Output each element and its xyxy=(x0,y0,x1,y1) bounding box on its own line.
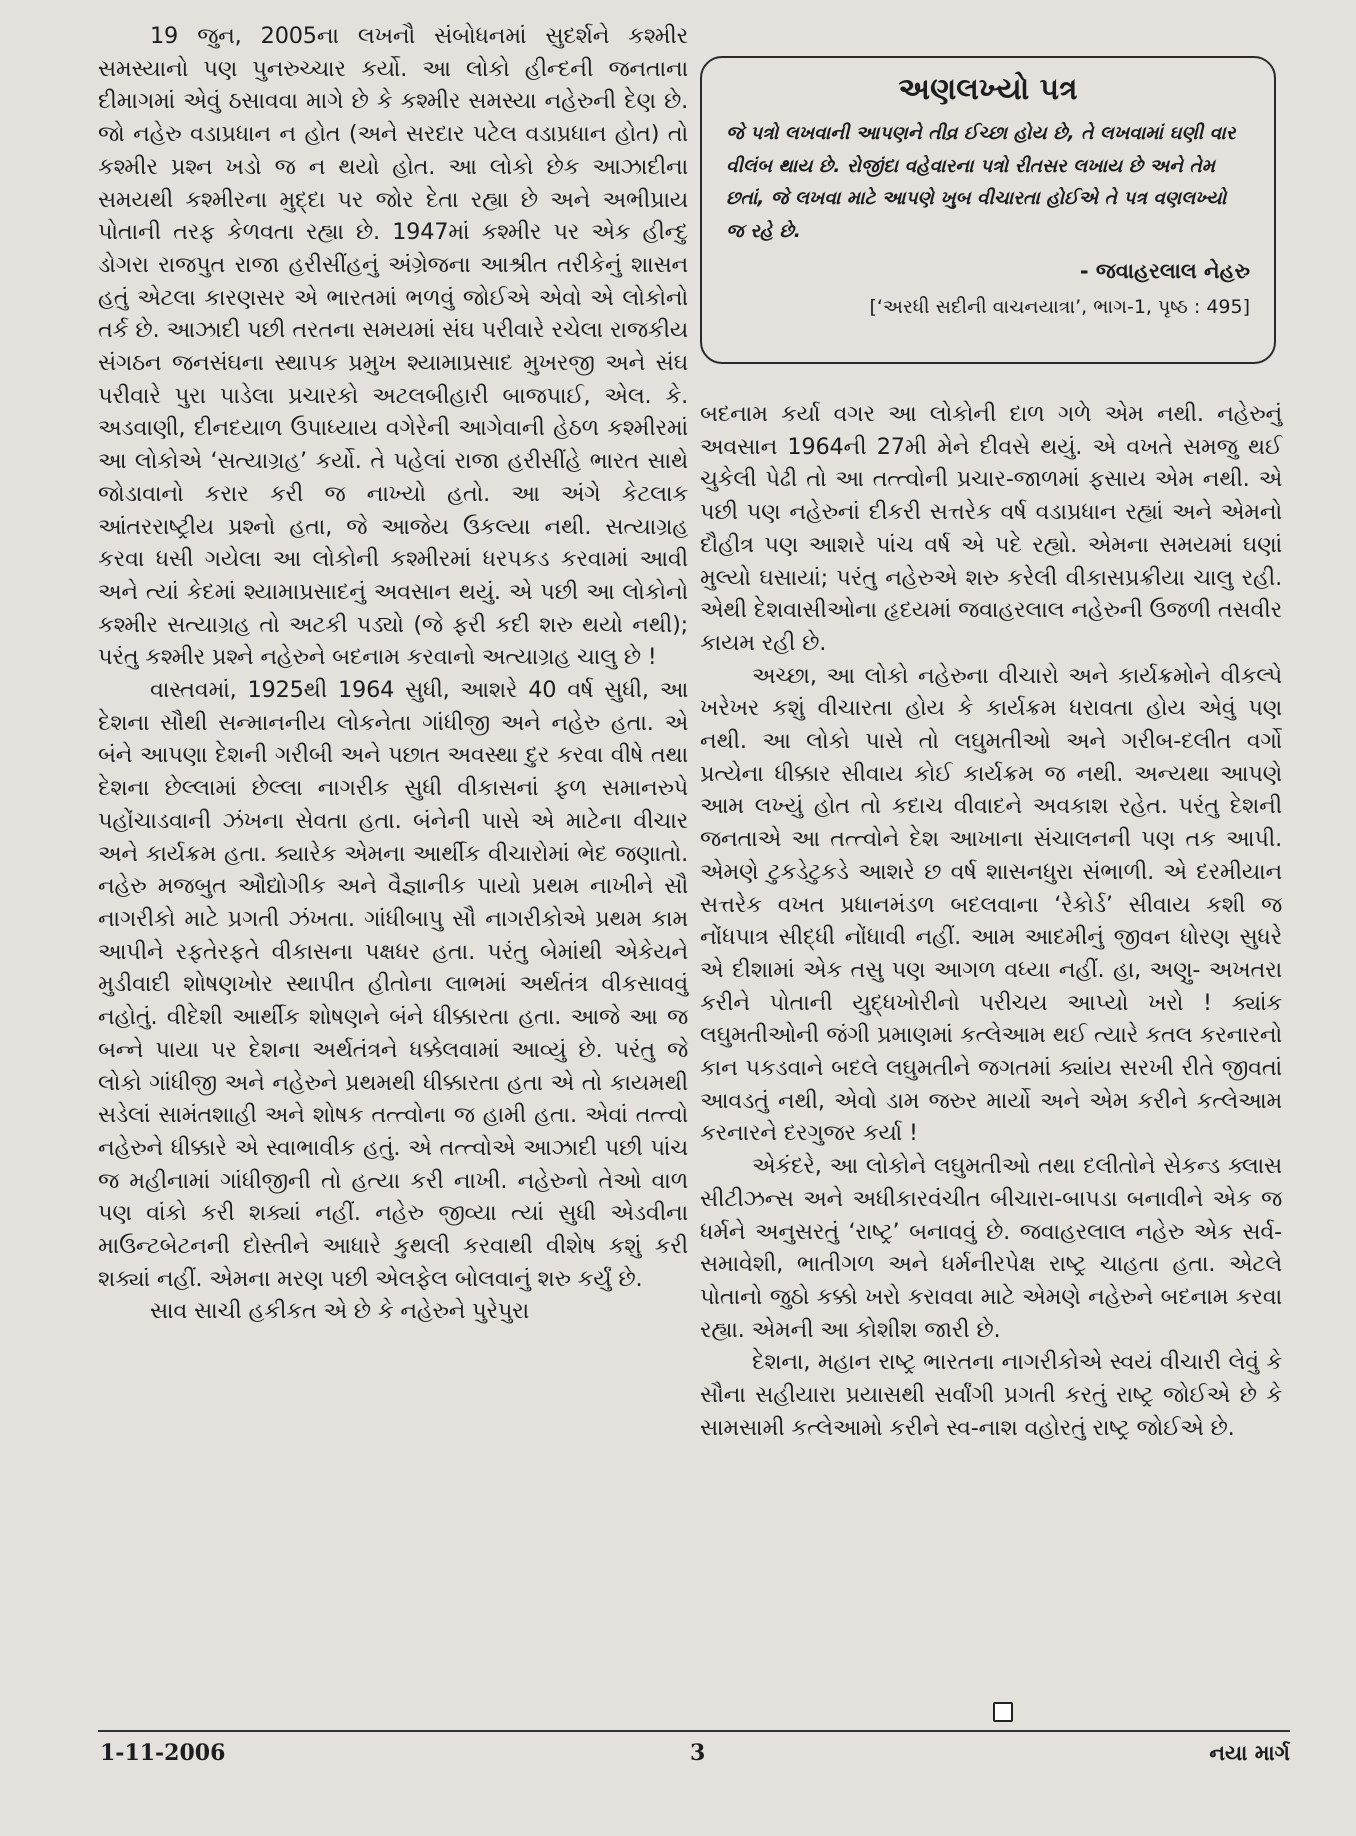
quote-author: - જવાહરલાલ નેહરુ xyxy=(1079,259,1250,283)
footer-date: 1-11-2006 xyxy=(100,1740,226,1766)
quote-box-title: અણલખ્યો પત્ર xyxy=(898,72,1078,107)
left-paragraph-1: 19 જુન, 2005ના લખનૌ સંબોધનમાં સુદર્શને કશ્મીર સમસ્યાનો પણ પુનરુચ્ચાર કર્યો. આ લોકો હીન્દની જનતાના દીમાગમાં એવું ઠસાવવા માગે છે કે કશ્મીર સમસ્યા નહેરુની દેણ છે. જો નહેરુ વડાપ્રધાન ન હોત (અને સરદાર પટેલ વડાપ્રધાન હોત) તો કશ્મીર પ્રશ્ન ખડો જ ન થયો હોત. આ લોકો છેક આઝાદીના સમયથી કશ્મીરના મુદ્દા પર જોર દેતા રહ્યા છે અને અભીપ્રાય પોતાની તરફ કેળવતા રહ્યા છે. 1947માં કશ્મીર પર એક હીન્દુ ડોગરા રાજપુત રાજા હરીસીંહનું અંગ્રેજના આશ્રીત તરીકેનું શાસન હતું એટલા કારણસર એ ભારતમાં ભળવું જોઈએ એવો એ લોકોનો તર્ક છે. આઝાદી પછી તરતના સમયમાં સંઘ પરીવારે રચેલા રાજકીય સંગઠન જનસંઘના સ્થાપક પ્રમુખ શ્યામાપ્રસાદ મુખરજી અને સંઘ પરીવારે પુરા પાડેલા પ્રચારકો અટલબીહારી બાજપાઈ, એલ. કે. અડવાણી, દીનદયાળ ઉપાધ્યાય વગેરેની આગેવાની હેઠળ કશ્મીરમાં આ લોકોએ ‘સત્યાગ્રહ’ કર્યો. તે પહેલાં રાજા હરીસીંહે ભારત સાથે જોડાવાનો કરાર કરી જ નાખ્યો હતો. આ અંગે કેટલાક આંતરરાષ્ટ્રીય પ્રશ્નો હતા, જે આજેય ઉકલ્યા નથી. સત્યાગ્રહ કરવા ધસી ગયેલા આ લોકોની કશ્મીરમાં ધરપકડ કરવામાં આવી અને ત્યાં કેદમાં શ્યામાપ્રસાદનું અવસાન થયું. એ પછી આ લોકોનો કશ્મીર સત્યાગ્રહ તો અટકી પડ્યો (જે ફરી કદી શરુ થયો નથી); પરંતુ કશ્મીર પ્રશ્ને નહેરુને બદનામ કરવાનો અત્યાગ્રહ ચાલુ છે ! xyxy=(98,23,688,671)
left-column xyxy=(98,20,688,1328)
left-paragraph-3: સાવ સાચી હકીકત એ છે કે નહેરુને પુરેપુરા xyxy=(150,1298,530,1325)
right-paragraph-4: દેશના, મહાન રાષ્ટ્ર ભારતના નાગરીકોએ સ્વયં વીચારી લેવું કે સૌના સહીયારા પ્રયાસથી સર્વાંગી પ્રગતી કરતું રાષ્ટ્ર જોઈએ છે કે સામસામી કત્લેઆમો કરીને સ્વ-નાશ વહોરતું રાષ્ટ્ર જોઈએ છે. xyxy=(700,1349,1282,1441)
right-column xyxy=(700,398,1282,1445)
page-number: 3 xyxy=(690,1740,706,1766)
quote-text: જે પત્રો લખવાની આપણને તીવ્ર ઈચ્છા હોય છે, તે લખવામાં ઘણી વાર વીલંબ થાય છે. રોજીંદા વહેવારના પત્રો રીતસર લખાય છે અને તેમ છતાં, જે લખવા માટે આપણે ખુબ વીચારતા હોઈએ તે પત્ર વણલખ્યો જ રહે છે. xyxy=(726,123,1236,242)
magazine-name: નયા માર્ગ xyxy=(1209,1741,1290,1765)
quote-box xyxy=(700,56,1276,364)
right-paragraph-3: એકંદરે, આ લોકોને લઘુમતીઓ તથા દલીતોને સેકન્ડ ક્લાસ સીટીઝન્સ અને અધીકારવંચીત બીચારા-બાપડા બનાવીને એક જ ધર્મને અનુસરતું ‘રાષ્ટ્ર’ બનાવવું છે. જવાહરલાલ નહેરુ એક સર્વ-સમાવેશી, ભાતીગળ અને ધર્મનીરપેક્ષ રાષ્ટ્ર ચાહતા હતા. એટલે પોતાનો જુઠો કક્કો ખરો કરાવવા માટે એમણે નહેરુને બદનામ કરવા રહ્યા. એમની આ કોશીશ જારી છે. xyxy=(700,1153,1282,1343)
right-paragraph-1: બદનામ કર્યા વગર આ લોકોની દાળ ગળે એમ નથી. નહેરુનું અવસાન 1964ની 27મી મેને દીવસે થયું. એ વખતે સમજુ થઈ ચુકેલી પેઢી તો આ તત્ત્વોની પ્રચાર-જાળમાં ફસાય એમ નથી. એ પછી પણ નહેરુનાં દીકરી સત્તરેક વર્ષ વડાપ્રધાન રહ્યાં અને એમનો દૌહીત્ર પણ આશરે પાંચ વર્ષ એ પદે રહ્યો. એમના સમયમાં ઘણાં મુલ્યો ઘસાયાં; પરંતુ નહેરુએ શરુ કરેલી વીકાસપ્રક્રીયા ચાલુ રહી. એથી દેશવાસીઓના હૃદયમાં જવાહરલાલ નહેરુની ઉજળી તસવીર કાયમ રહી છે. xyxy=(700,401,1282,656)
left-paragraph-2: વાસ્તવમાં, 1925થી 1964 સુધી, આશરે 40 વર્ષ સુધી, આ દેશના સૌથી સન્માનનીય લોકનેતા ગાંધીજી અને નહેરુ હતા. એ બંને આપણા દેશની ગરીબી અને પછાત અવસ્થા દુર કરવા વીષે તથા દેશના છેલ્લામાં છેલ્લા નાગરીક સુધી વીકાસનાં ફળ સમાનરુપે પહોંચાડવાની ઝંખના સેવતા હતા. બંનેની પાસે એ માટેના વીચાર અને કાર્યક્રમ હતા. ક્યારેક એમના આર્થીક વીચારોમાં ભેદ જણાતો. નહેરુ મજબુત ઔદ્યોગીક અને વૈજ્ઞાનીક પાયો પ્રથમ નાખીને સૌ નાગરીકો માટે પ્રગતી ઝંખતા. ગાંધીબાપુ સૌ નાગરીકોએ પ્રથમ કામ આપીને રફતેરફતે વીકાસના પક્ષધર હતા. પરંતુ બેમાંથી એકેયને મુડીવાદી શોષણખોર સ્થાપીત હીતોના લાભમાં અર્થતંત્ર વીકસાવવું નહોતું. વીદેશી આર્થીક શોષણને બંને ધીક્કારતા હતા. આજે આ જ બન્ને પાયા પર દેશના અર્થતંત્રને ધક્કેલવામાં આવ્યું છે. પરંતુ જે લોકો ગાંધીજી અને નહેરુને પ્રથમથી ધીક્કારતા હતા એ તો કાયમથી સડેલાં સામંતશાહી અને શોષક તત્ત્વોના જ હામી હતા. એવાં તત્ત્વો નહેરુને ધીક્કારે એ સ્વાભાવીક હતું. એ તત્ત્વોએ આઝાદી પછી પાંચ જ મહીનામાં ગાંધીજીની તો હત્યા કરી નાખી. નહેરુનો તેઓ વાળ પણ વાંકો કરી શક્યાં નહીં. નહેરુ જીવ્યા ત્યાં સુધી એડવીના માઉન્ટબેટનની દોસ્તીને આધારે કુથલી કરવાથી વીશેષ કશું કરી શક્યાં નહીં. એમના મરણ પછી એલફેલ બોલવાનું શરુ કર્યું છે. xyxy=(98,677,688,1292)
footer-divider xyxy=(98,1730,1290,1732)
right-paragraph-2: અચ્છા, આ લોકો નહેરુના વીચારો અને કાર્યક્રમોને વીકલ્પે ખરેખર કશું વીચારતા હોય કે કાર્યક્રમ ધરાવતા હોય એવું પણ નથી. આ લોકો પાસે તો લઘુમતીઓ અને ગરીબ-દલીત વર્ગો પ્રત્યેના ધીક્કાર સીવાય કોઈ કાર્યક્રમ જ નથી. અન્યથા આપણે આમ લખ્યું હોત તો કદાચ વીવાદને અવકાશ રહેત. પરંતુ દેશની જનતાએ આ તત્ત્વોને દેશ આખાના સંચાલનની પણ તક આપી. એમણે ટુકડેટુકડે આશરે છ વર્ષ શાસનધુરા સંભાળી. એ દરમીયાન સત્તરેક વખત પ્રધાનમંડળ બદલવાના ‘રેકોર્ડ’ સીવાય કશી જ નોંધપાત્ર સીદ્ધી નોંધાવી નહીં. આમ આદમીનું જીવન ધોરણ સુધરે એ દીશામાં એક તસુ પણ આગળ વધ્યા નહીં. હા, અણુ- અખતરા કરીને પોતાની યુદ્ધખોરીનો પરીચય આપ્યો ખરો ! ક્યાંક લઘુમતીઓની જંગી પ્રમાણમાં કત્લેઆમ થઈ ત્યારે કતલ કરનારનો કાન પકડવાને બદલે લઘુમતીને જગતમાં ક્યાંય સરખી રીતે જીવતાં આવડતું નથી, એવો ડામ જરુર માર્યો અને એમ કરીને કત્લેઆમ કરનારને દરગુજર કર્યા ! xyxy=(700,662,1282,1147)
quote-source: [‘અરધી સદીની વાચનયાત્રા’, ભાગ-1, પૃષ્ઠ : 495] xyxy=(869,296,1250,318)
end-square-icon xyxy=(993,1702,1013,1722)
